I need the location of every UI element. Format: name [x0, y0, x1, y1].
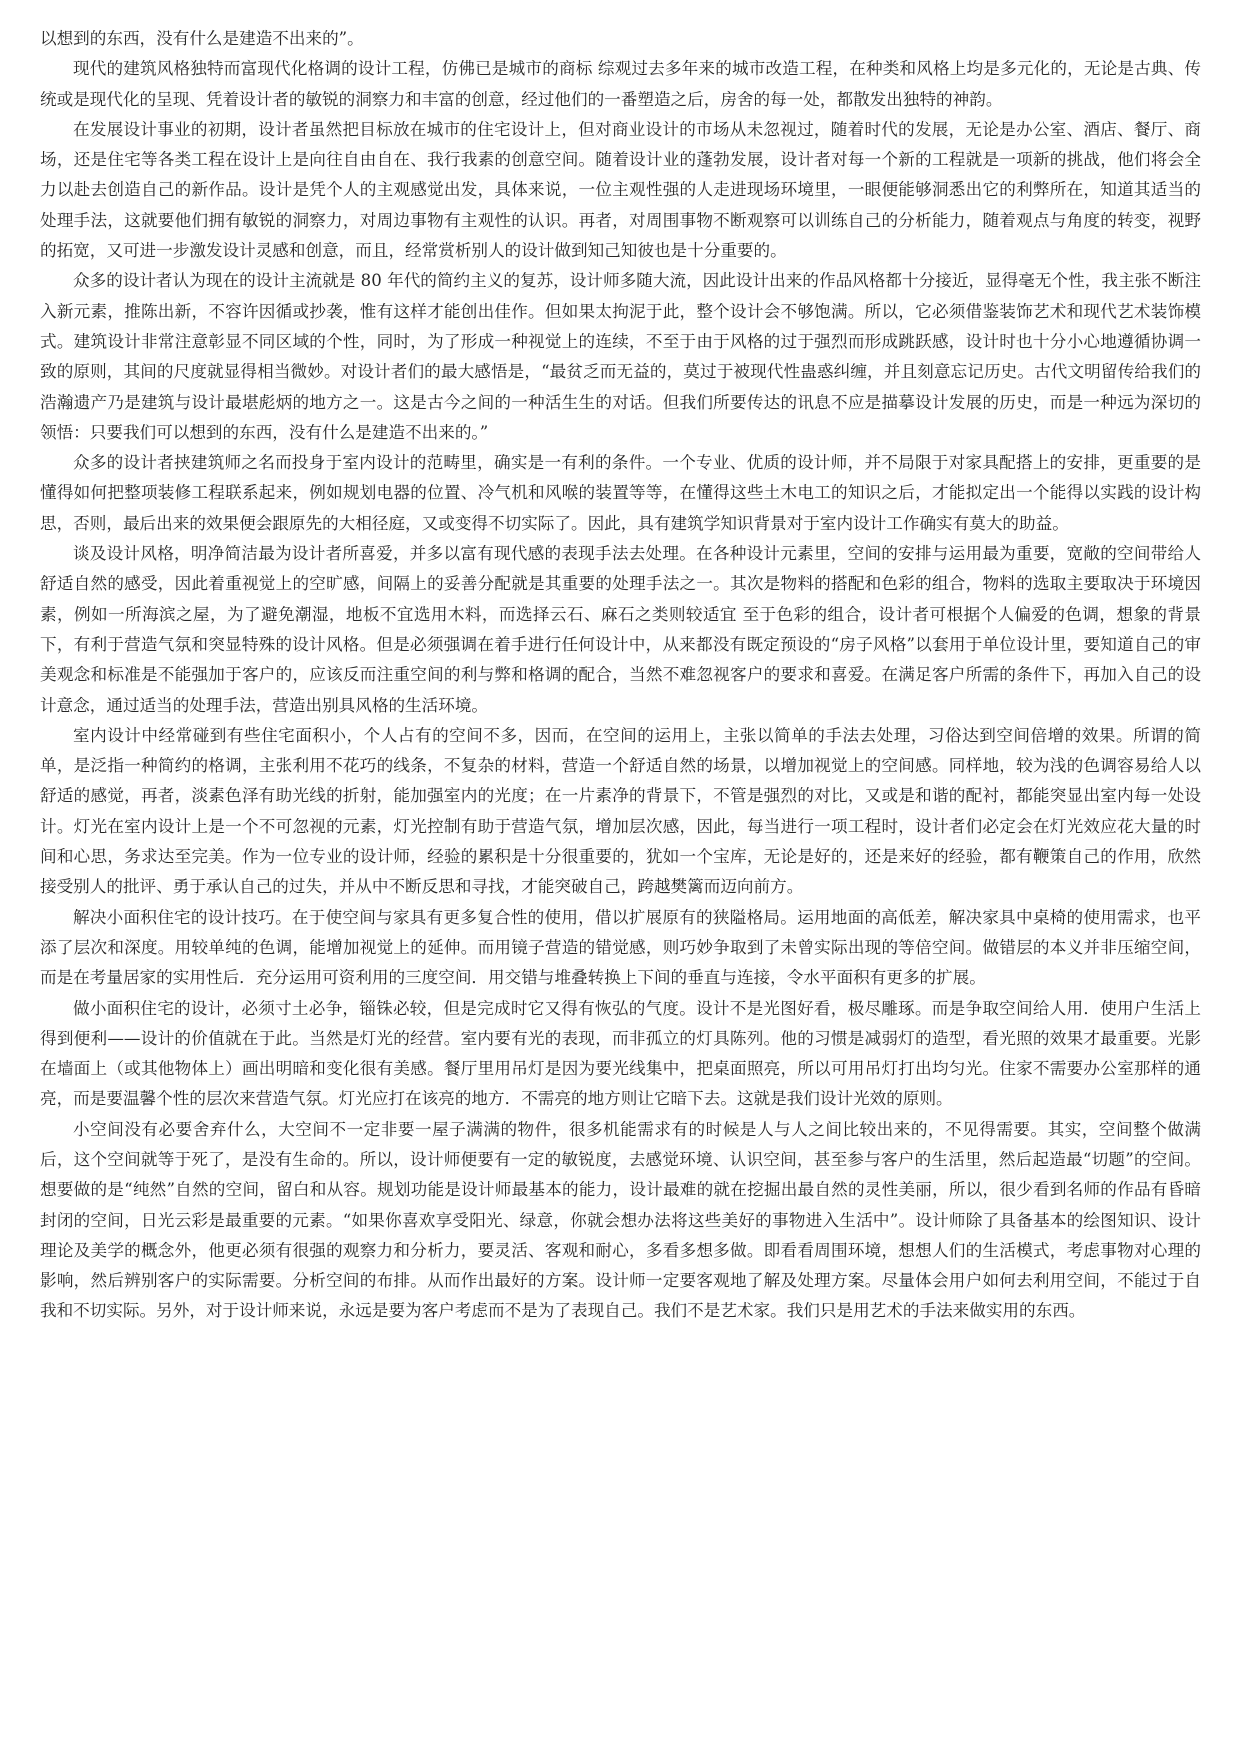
paragraph: 解决小面积住宅的设计技巧。在于使空间与家具有更多复合性的使用，借以扩展原有的狭隘格局。运用地面的高低差，解决家具中桌椅的使用需求，也平添了层次和深度。用较单纯的色调，能增加视觉上的延伸。而用镜子营造的错觉感，则巧妙争取到了未曾实际出现的等倍空间。做错层的本义并非压缩空间，而是在考量居家的实用性后．充分运用可资利用的三度空间．用交错与堆叠转换上下间的垂直与连接，令水平面积有更多的扩展。 [40, 907, 1201, 988]
paragraph: 小空间没有必要舍弃什么，大空间不一定非要一屋子满满的物件，很多机能需求有的时候是人与人之间比较出来的，不见得需要。其实，空间整个做满后，这个空间就等于死了，是没有生命的。所以，设计师便要有一定的敏锐度，去感觉环境、认识空间，甚至参与客户的生活里，然后起造最“切题”的空间。想要做的是“纯然”自然的空间，留白和从容。规划功能是设计师最基本的能力，设计最难的就在挖掘出最自然的灵性美丽，所以，很少看到名师的作品有昏暗封闭的空间，日光云彩是最重要的元素。“如果你喜欢享受阳光、绿意，你就会想办法将这些美好的事物进入生活中”。设计师除了具备基本的绘图知识、设计理论及美学的概念外，他更必须有很强的观察力和分析力，要灵活、客观和耐心，多看多想多做。即看看周围环境，想想人们的生活模式，考虑事物对心理的影响，然后辨别客户的实际需要。分析空间的布排。从而作出最好的方案。设计师一定要客观地了解及处理方案。尽量体会用户如何去利用空间，不能过于自我和不切实际。另外，对于设计师来说，永远是要为客户考虑而不是为了表现自己。我们不是艺术家。我们只是用艺术的手法来做实用的东西。 [40, 1119, 1201, 1321]
paragraph: 谈及设计风格，明净简洁最为设计者所喜爱，并多以富有现代感的表现手法去处理。在各种设计元素里，空间的安排与运用最为重要，宽敞的空间带给人舒适自然的感受，因此着重视觉上的空旷感，间隔上的妥善分配就是其重要的处理手法之一。其次是物料的搭配和色彩的组合，物料的选取主要取决于环境因素，例如一所海滨之屋，为了避免潮湿，地板不宜选用木料，而选择云石、麻石之类则较适宜 至于色彩的组合，设计者可根据个人偏爱的色调，想象的背景下，有利于营造气氛和突显特殊的设计风格。但是必须强调在着手进行任何设计中，从来都没有既定预设的“房子风格”以套用于单位设计里，要知道自己的审美观念和标准是不能强加于客户的，应该反而注重空间的利与弊和格调的配合，当然不难忽视客户的要求和喜爱。在满足客户所需的条件下，再加入自己的设计意念，通过适当的处理手法，营造出别具风格的生活环境。 [40, 544, 1201, 715]
paragraph: 在发展设计事业的初期，设计者虽然把目标放在城市的住宅设计上，但对商业设计的市场从未忽视过，随着时代的发展，无论是办公室、酒店、餐厅、商场，还是住宅等各类工程在设计上是向往自由自在、我行我素的创意空间。随着设计业的蓬勃发展，设计者对每一个新的工程就是一项新的挑战，他们将会全力以赴去创造自己的新作品。设计是凭个人的主观感觉出发，具体来说，一位主观性强的人走进现场环境里，一眼便能够洞悉出它的利弊所在，知道其适当的处理手法，这就要他们拥有敏锐的洞察力，对周边事物有主观性的认识。再者，对周围事物不断观察可以训练自己的分析能力，随着观点与角度的转变，视野的拓宽，又可进一步激发设计灵感和创意，而且，经常赏析别人的设计做到知己知彼也是十分重要的。 [40, 119, 1201, 261]
paragraph: 以想到的东西，没有什么是建造不出来的”。 [40, 29, 364, 48]
paragraph: 众多的设计者挟建筑师之名而投身于室内设计的范畴里，确实是一有利的条件。一个专业、优质的设计师，并不局限于对家具配搭上的安排，更重要的是懂得如何把整项装修工程联系起来，例如规划电器的位置、冷气机和风喉的装置等等，在懂得这些土木电工的知识之后，才能拟定出一个能得以实践的设计构思，否则，最后出来的效果便会跟原先的大相径庭，又或变得不切实际了。因此，具有建筑学知识背景对于室内设计工作确实有莫大的助益。 [40, 453, 1201, 533]
paragraph: 室内设计中经常碰到有些住宅面积小，个人占有的空间不多，因而，在空间的运用上，主张以简单的手法去处理，习俗达到空间倍增的效果。所谓的简单，是泛指一种简约的格调，主张利用不花巧的线条，不复杂的材料，营造一个舒适自然的场景，以增加视觉上的空间感。同样地，较为浅的色调容易给人以舒适的感觉，再者，淡素色泽有助光线的折射，能加强室内的光度；在一片素净的背景下，不管是强烈的对比，又或是和谐的配衬，都能突显出室内每一处设计。灯光在室内设计上是一个不可忽视的元素，灯光控制有助于营造气氛，增加层次感，因此，每当进行一项工程时，设计者们必定会在灯光效应花大量的时间和心思，务求达至完美。作为一位专业的设计师，经验的累积是十分很重要的，犹如一个宝库，无论是好的，还是来好的经验，都有鞭策自己的作用，欣然接受别人的批评、勇于承认自己的过失，并从中不断反思和寻找，才能突破自己，跨越樊篱而迈向前方。 [40, 725, 1201, 897]
paragraph: 做小面积住宅的设计，必须寸土必争，锱铢必较，但是完成时它又得有恢弘的气度。设计不是光图好看，极尽雕琢。而是争取空间给人用．使用户生活上得到便利——设计的价值就在于此。当然是灯光的经营。室内要有光的表现，而非孤立的灯具陈列。他的习惯是减弱灯的造型，看光照的效果才最重要。光影在墙面上（或其他物体上）画出明暗和变化很有美感。餐厅里用吊灯是因为要光线集中，把桌面照亮，所以可用吊灯打出均匀光。住家不需要办公室那样的通亮，而是要温馨个性的层次来营造气氛。灯光应打在该亮的地方．不需亮的地方则让它暗下去。这就是我们设计光效的原则。 [40, 998, 1201, 1109]
paragraph: 众多的设计者认为现在的设计主流就是 80 年代的简约主义的复苏，设计师多随大流，因此设计出来的作品风格都十分接近，显得毫无个性，我主张不断注入新元素，推陈出新，不容许因循或抄袭，惟有这样才能创出佳作。但如果太拘泥于此，整个设计会不够饱满。所以，它必须借鉴装饰艺术和现代艺术装饰模式。建筑设计非常注意彰显不同区域的个性，同时，为了形成一种视觉上的连续，不至于由于风格的过于强烈而形成跳跃感，设计时也十分小心地遵循协调一致的原则，其间的尺度就显得相当微妙。对设计者们的最大感悟是，“最贫乏而无益的，莫过于被现代性蛊惑纠缠，并且刻意忘记历史。古代文明留传给我们的浩瀚遗产乃是建筑与设计最堪彪炳的地方之一。这是古今之间的一种活生生的对话。但我们所要传达的讯息不应是描摹设计发展的历史，而是一种远为深切的领悟：只要我们可以想到的东西，没有什么是建造不出来的。” [40, 271, 1201, 442]
document-body [40, 24, 1201, 1327]
paragraph: 现代的建筑风格独特而富现代化格调的设计工程，仿佛已是城市的商标 综观过去多年来的城市改造工程，在种类和风格上均是多元化的，无论是古典、传统或是现代化的呈现、凭着设计者的敏锐的洞察力和丰富的创意，经过他们的一番塑造之后，房舍的每一处，都散发出独特的神韵。 [40, 59, 1201, 109]
